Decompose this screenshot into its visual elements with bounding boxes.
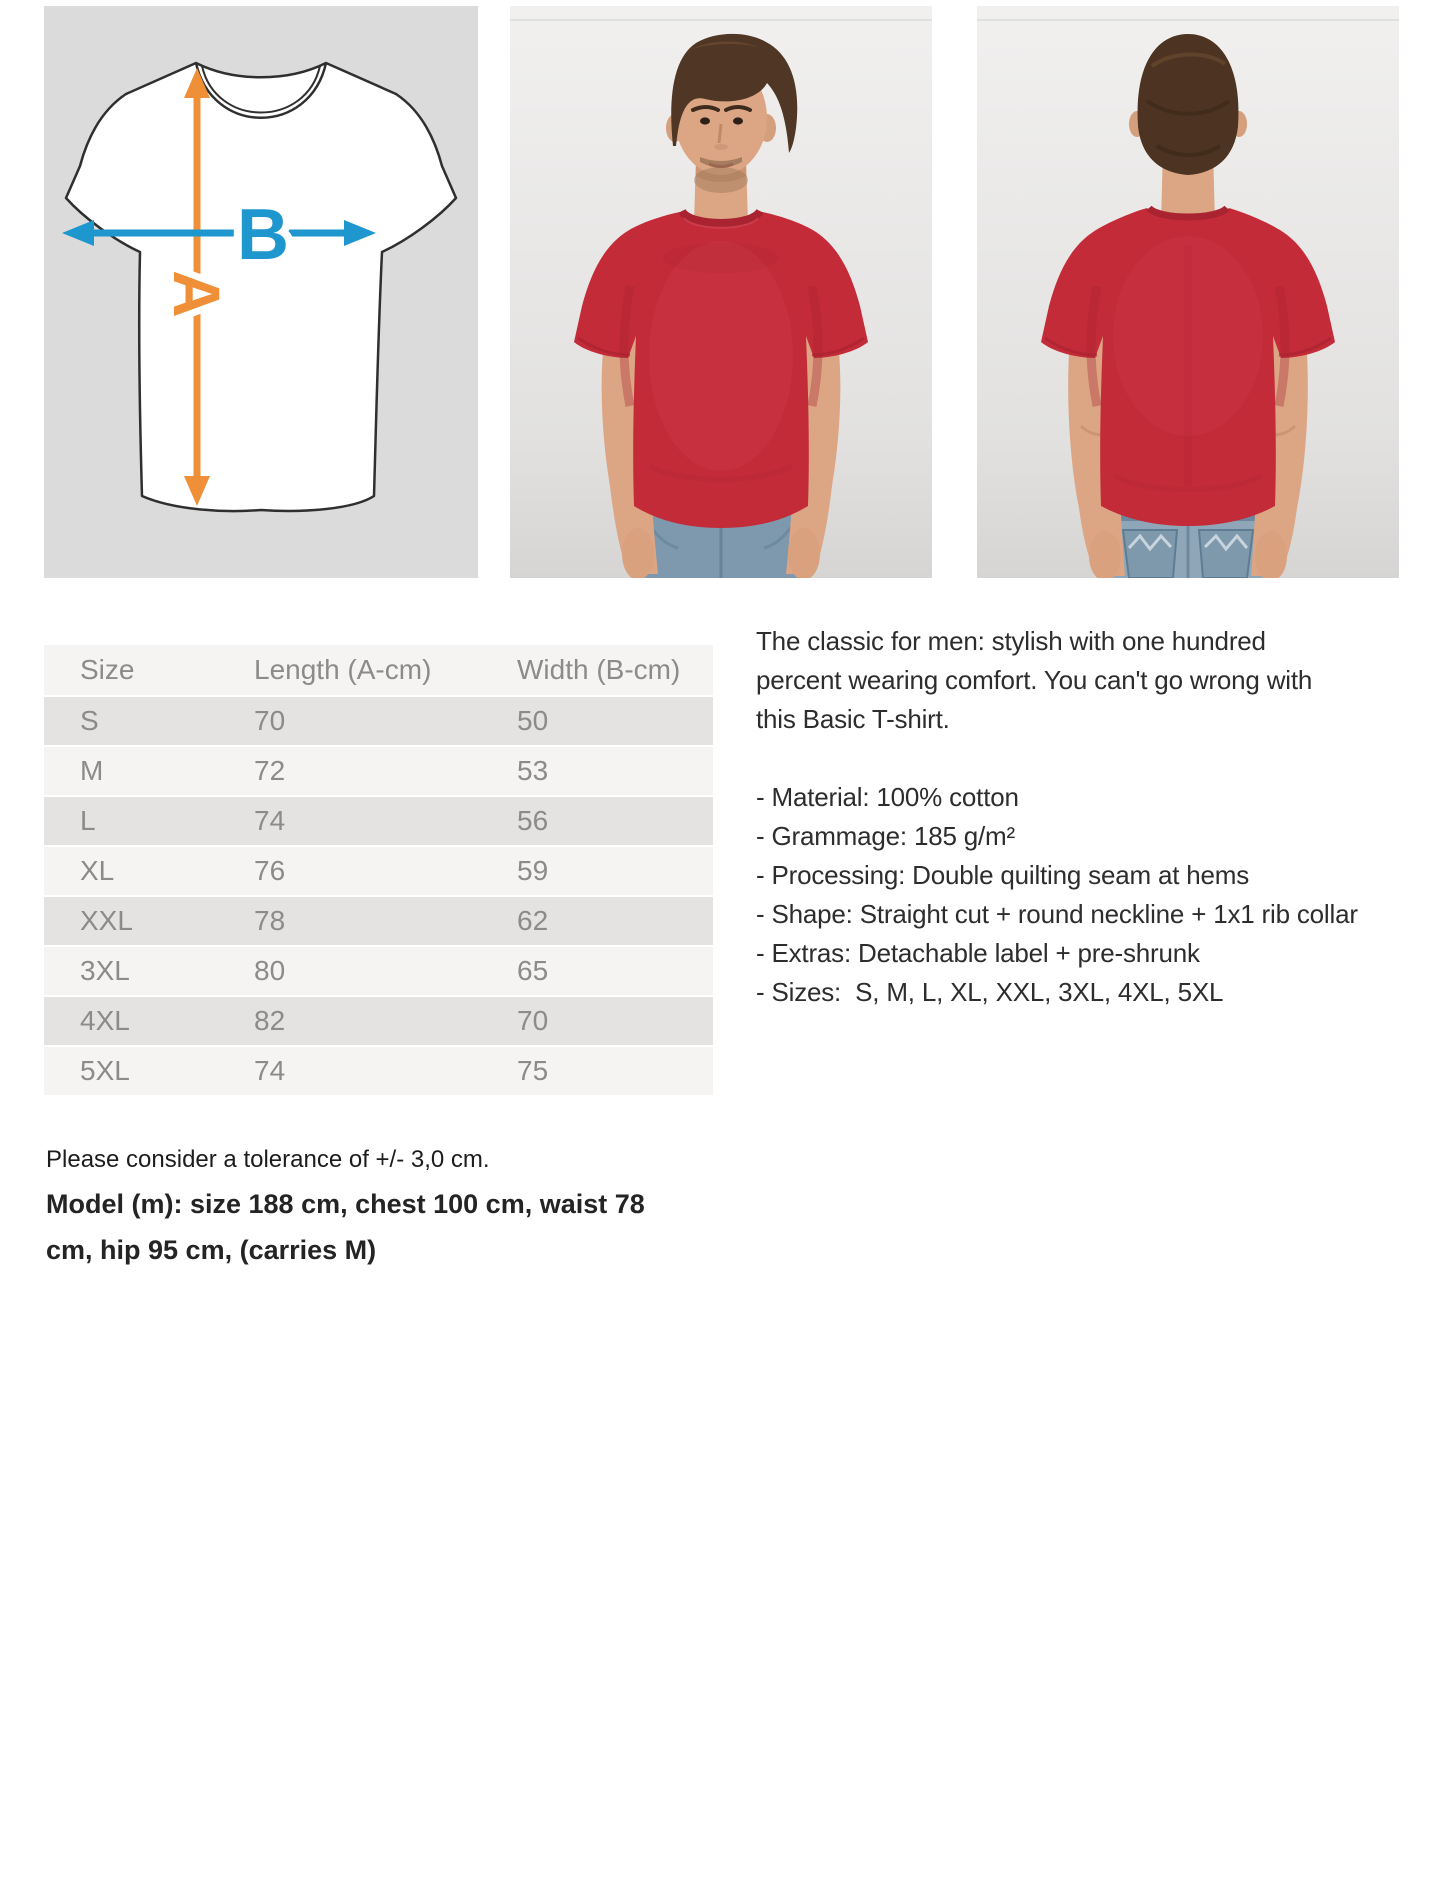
- table-row: [44, 1045, 713, 1095]
- description-intro-line: The classic for men: stylish with one hundred: [756, 626, 1266, 656]
- label-b: B: [237, 195, 289, 275]
- model-back-photo: [977, 6, 1399, 578]
- model-note-line: Model (m): size 188 cm, chest 100 cm, waist 78: [46, 1189, 645, 1219]
- table-row: [44, 995, 713, 1045]
- cell-width: 56: [517, 805, 549, 836]
- measurement-notes: [46, 1143, 746, 1273]
- table-row: [44, 695, 713, 745]
- table-row: [44, 895, 713, 945]
- description-intro-line: this Basic T-shirt.: [756, 704, 950, 734]
- table-row: [44, 795, 713, 845]
- cell-width: 59: [517, 855, 549, 886]
- cell-length: 70: [254, 705, 286, 736]
- spec-shape: - Shape: Straight cut + round neckline + 1x1 rib collar: [756, 899, 1358, 929]
- description-intro-line: percent wearing comfort. You can't go wrong with: [756, 665, 1313, 695]
- model-front-photo: [510, 6, 932, 578]
- tolerance-note: Please consider a tolerance of +/- 3,0 cm.: [46, 1146, 490, 1173]
- column-header-length: Length (A-cm): [254, 654, 432, 685]
- spec-sizes: - Sizes: S, M, L, XL, XXL, 3XL, 4XL, 5XL: [756, 977, 1224, 1007]
- column-header-size: Size: [80, 654, 135, 685]
- size-table: [44, 645, 713, 1095]
- cell-length: 82: [254, 1005, 286, 1036]
- spec-material: - Material: 100% cotton: [756, 782, 1019, 812]
- cell-size: 3XL: [80, 955, 130, 986]
- model-note-line: cm, hip 95 cm, (carries M): [46, 1235, 377, 1265]
- cell-length: 74: [254, 1055, 286, 1086]
- cell-length: 72: [254, 755, 286, 786]
- table-row: [44, 745, 713, 795]
- label-a: A: [160, 270, 234, 318]
- cell-length: 80: [254, 955, 286, 986]
- cell-size: M: [80, 755, 104, 786]
- table-row: [44, 845, 713, 895]
- spec-extras: - Extras: Detachable label + pre-shrunk: [756, 938, 1200, 968]
- cell-width: 62: [517, 905, 549, 936]
- cell-size: XL: [80, 855, 115, 886]
- cell-length: 74: [254, 805, 286, 836]
- size-table-header-row: [44, 645, 713, 695]
- size-diagram-panel: [44, 6, 478, 578]
- cell-size: XXL: [80, 905, 133, 936]
- cell-size: 4XL: [80, 1005, 130, 1036]
- cell-width: 53: [517, 755, 549, 786]
- cell-width: 75: [517, 1055, 549, 1086]
- tshirt-measure-diagram: [44, 6, 478, 578]
- product-spec-list: [756, 778, 1411, 1012]
- spec-processing: - Processing: Double quilting seam at hems: [756, 860, 1250, 890]
- cell-width: 70: [517, 1005, 549, 1036]
- model-back-illustration: [977, 6, 1399, 578]
- cell-width: 65: [517, 955, 549, 986]
- tshirt-outline: [66, 63, 456, 511]
- cell-size: L: [80, 805, 96, 836]
- spec-grammage: - Grammage: 185 g/m²: [756, 821, 1015, 851]
- cell-size: 5XL: [80, 1055, 130, 1086]
- table-row: [44, 945, 713, 995]
- column-header-width: Width (B-cm): [517, 654, 681, 685]
- cell-size: S: [80, 705, 99, 736]
- model-measurements-note: [46, 1181, 746, 1273]
- model-front-illustration: [510, 6, 932, 578]
- cell-length: 76: [254, 855, 286, 886]
- product-description: [756, 622, 1411, 1012]
- cell-width: 50: [517, 705, 549, 736]
- cell-length: 78: [254, 905, 286, 936]
